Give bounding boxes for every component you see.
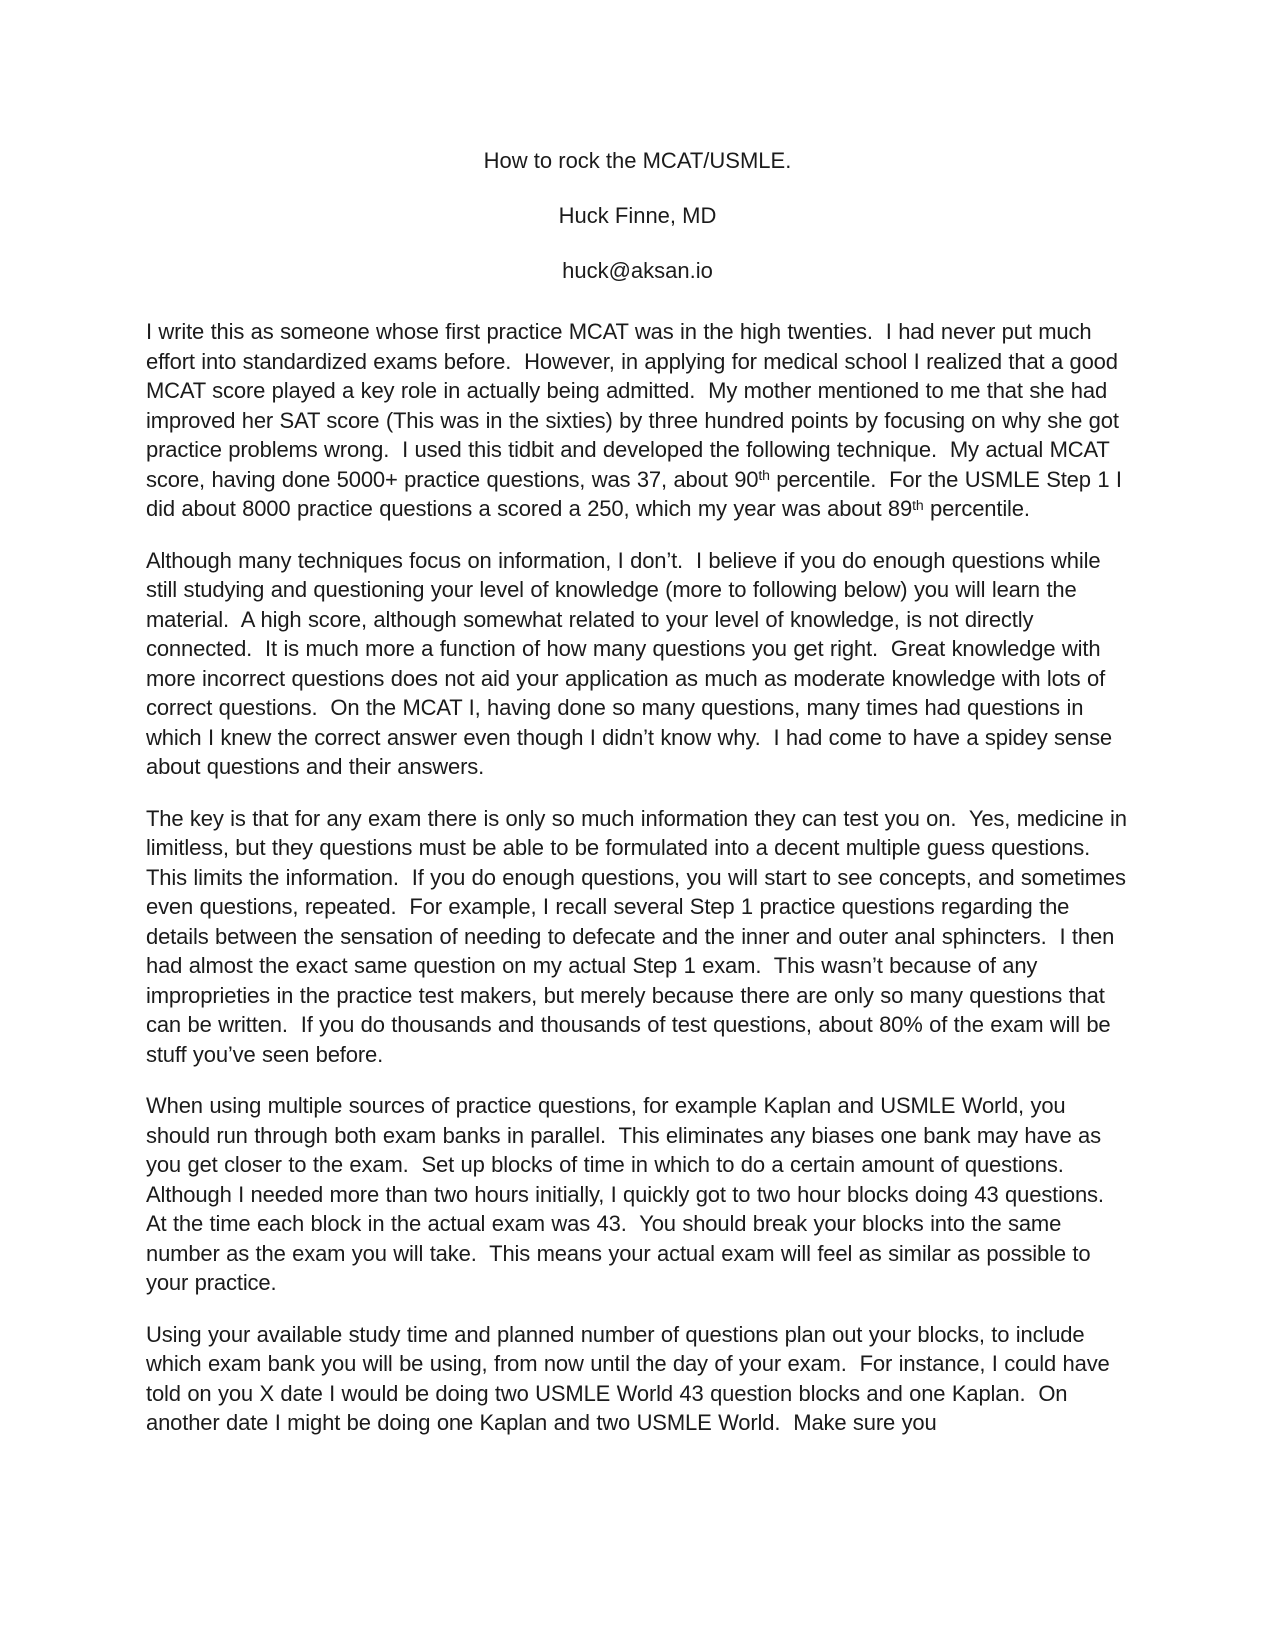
author-line: Huck Finne, MD [558,203,717,228]
email-line: huck@aksan.io [562,258,713,283]
document-body [146,311,1134,1438]
paragraph [146,317,1131,524]
paragraph [146,1091,1131,1298]
document-header [0,0,1275,285]
paragraph-text: The key is that for any exam there is only so much information they can test you on. Yes, medicine in limitless, but they questions must be able to be formulated into a decent multiple guess questions. This limits the information. If you do enough questions, you will start to see concepts, and sometimes even questions, repeated. For example, I recall several Step 1 practice questions regarding the details between the sensation of needing to defecate and the inner and outer anal sphincters. I then had almost the exact same question on my actual Step 1 exam. This wasn’t because of any improprieties in the practice test makers, but merely because there are only so many questions that can be written. If you do thousands and thousands of test questions, about 80% of the exam will be stuff you’ve seen before. [146,805,1134,1067]
superscript-text: th [758,467,770,484]
paragraph-text: Using your available study time and planned number of questions plan out your blocks, to include which exam bank you will be using, from now until the day of your exam. For instance, I could have told on you X date I would be doing two USMLE World 43 question blocks and one Kaplan. On another date I might be doing one Kaplan and two USMLE World. Make sure you [146,1321,1117,1435]
paragraph-text: percentile. [923,496,1030,521]
paragraph-text: percentile. For the USMLE Step 1 I did about 8000 practice questions a scored a 250, which my year was about 89 [146,466,1129,521]
paragraph-text: Although many techniques focus on information, I don’t. I believe if you do enough questions while still studying and questioning your level of knowledge (more to following below) you will learn the material. A high score, although somewhat related to your level of knowledge, is not directly connected. It is much more a function of how many questions you get right. Great knowledge with more incorrect questions does not aid your application as much as moderate knowledge with lots of correct questions. On the MCAT I, having done so many questions, many times had questions in which I knew the correct answer even though I didn’t know why. I had come to have a spidey sense about questions and their answers. [146,547,1119,779]
superscript-text: th [912,496,924,513]
paragraph [146,546,1131,782]
paragraph [146,804,1134,1070]
paragraph [146,1320,1131,1438]
paragraph-text: I write this as someone whose first practice MCAT was in the high twenties. I had never put much effort into standardized exams before. However, in applying for medical school I realized that a good MCAT score played a key role in actually being admitted. My mother mentioned to me that she had improved her SAT score (This was in the sixties) by three hundred points by focusing on why she got practice problems wrong. I used this tidbit and developed the following technique. My actual MCAT score, having done 5000+ practice questions, was 37, about 90 [146,319,1126,492]
paragraph-text: When using multiple sources of practice questions, for example Kaplan and USMLE World, you should run through both exam banks in parallel. This eliminates any biases one bank may have as you get closer to the exam. Set up blocks of time in which to do a certain amount of questions. Although I needed more than two hours initially, I quickly got to two hour blocks doing 43 questions. At the time each block in the actual exam was 43. You should break your blocks into the same number as the exam you will take. This means your actual exam will feel as similar as possible to your practice. [146,1093,1116,1295]
document-title: How to rock the MCAT/USMLE. [483,148,792,173]
